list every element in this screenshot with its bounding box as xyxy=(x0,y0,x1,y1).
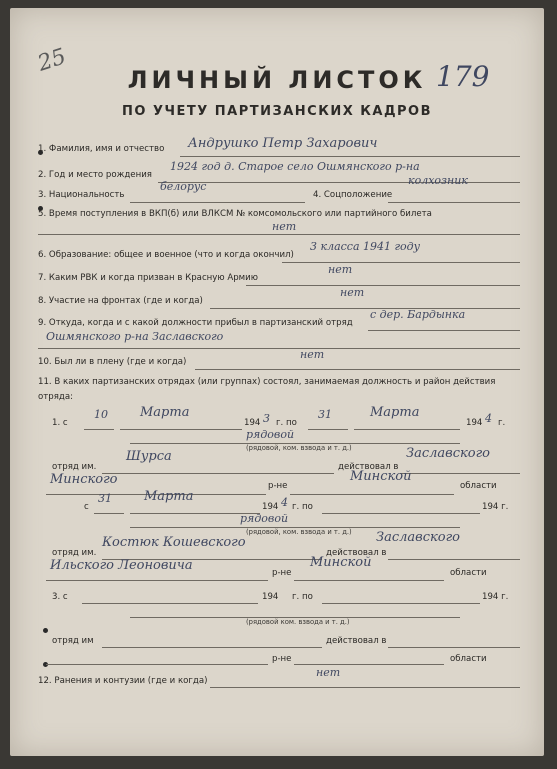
entry-2-otryad-label: отряд им. xyxy=(52,548,97,558)
field-9-value: с дер. Бардынка xyxy=(370,308,466,321)
field-1-label: 1. Фамилия, имя и отчество xyxy=(38,144,165,154)
entry-1-dejstv-label: действовал в xyxy=(338,462,399,472)
field-2-label: 2. Год и место рождения xyxy=(38,170,152,180)
entry-2-role-hint: (рядовой, ком. взвода и т. д.) xyxy=(246,528,352,536)
entry-3-dejstv-label: действовал в xyxy=(326,636,387,646)
field-9-label: 9. Откуда, когда и с какой должности прибыл в партизанский отряд xyxy=(38,318,353,328)
entry-1-oblast-value: Минского xyxy=(50,472,118,487)
field-11-label: 11. В каких партизанских отрядах (или группах) состоял, занимаемая должность и район действия xyxy=(38,377,496,387)
entry-1-to-month: Марта xyxy=(370,405,420,420)
field-6-value: 3 класса 1941 году xyxy=(310,240,421,253)
entry-2-role: рядовой xyxy=(240,512,289,525)
document-page xyxy=(10,8,544,756)
field-6-label: 6. Образование: общее и военное (что и когда окончил) xyxy=(38,250,294,260)
entry-1-rn-label: р-не xyxy=(268,481,288,491)
entry-3-number: 3. с xyxy=(52,592,68,602)
field-9-value-2: Ошмянского р-на Заславского xyxy=(46,330,224,343)
entry-2-year-from: 4 xyxy=(281,496,288,509)
field-5-label: 5. Время поступления в ВКП(б) или ВЛКСМ № комсомольского или партийного билета xyxy=(38,209,432,219)
entry-1-year-to: 4 xyxy=(485,412,492,425)
field-7-value: нет xyxy=(328,263,353,276)
entry-1-dejstv: Заславского xyxy=(406,446,490,461)
entry-1-year-prefix: 194 xyxy=(244,418,261,428)
entry-2-year-prefix: 194 xyxy=(262,502,279,512)
page-subtitle: ПО УЧЕТУ ПАРТИЗАНСКИХ КАДРОВ xyxy=(121,104,433,119)
entry-1-year-to-prefix: 194 xyxy=(466,418,483,428)
field-8-label: 8. Участие на фронтах (где и когда) xyxy=(38,296,203,306)
entry-3-year-suffix: 194 г. xyxy=(482,592,509,602)
field-3-label: 3. Национальность xyxy=(38,190,125,200)
entry-3-otryad-label: отряд им xyxy=(52,636,94,646)
field-7-label: 7. Каким РВК и когда призван в Красную Армию xyxy=(38,273,258,283)
entry-1-to-word: г. по xyxy=(276,418,297,428)
entry-2-dejstv: Заславского xyxy=(376,530,460,545)
field-12-label: 12. Ранения и контузии (где и когда) xyxy=(38,676,208,686)
entry-1-to-day: 31 xyxy=(318,408,332,421)
entry-1-from-month: Марта xyxy=(140,405,190,420)
entry-3-to-word: г. по xyxy=(292,592,313,602)
entry-1-role-hint: (рядовой, ком. взвода и т. д.) xyxy=(246,444,352,452)
entry-1-otryad: Шурса xyxy=(126,449,172,464)
entry-1-number: 1. с xyxy=(52,418,68,428)
field-8-value: нет xyxy=(340,286,365,299)
entry-2-dejstv-label: действовал в xyxy=(326,548,387,558)
entry-1-role: рядовой xyxy=(246,428,295,441)
entry-1-obl-label: области xyxy=(460,481,497,491)
entry-1-year-suffix: г. xyxy=(498,418,506,428)
field-10-label: 10. Был ли в плену (где и когда) xyxy=(38,357,187,367)
entry-2-otryad: Костюк Кошевского xyxy=(102,535,246,550)
entry-3-role-hint: (рядовой ком. взвода и т. д.) xyxy=(246,618,350,626)
field-3-value: белорус xyxy=(160,180,207,193)
field-5-value: нет xyxy=(272,220,297,233)
entry-2-to-word: г. по xyxy=(292,502,313,512)
field-4-value: колхозник xyxy=(408,174,468,187)
page-title: ЛИЧНЫЙ ЛИСТОК xyxy=(127,66,427,94)
field-2-value: 1924 год д. Старое село Ошмянского р-на xyxy=(170,160,420,173)
sheet-number: 179 xyxy=(436,60,490,93)
entry-2-year-suffix: 194 г. xyxy=(482,502,509,512)
field-11-label-2: отряда: xyxy=(38,392,73,402)
field-12-value: нет xyxy=(316,666,341,679)
entry-1-rn-value: Минской xyxy=(350,469,412,484)
entry-3-rn-label: р-не xyxy=(272,654,292,664)
entry-1-from-day: 10 xyxy=(94,408,108,421)
entry-3-obl-label: области xyxy=(450,654,487,664)
entry-2-rn-value: Минской xyxy=(310,555,372,570)
entry-1-year-from: 3 xyxy=(263,412,270,425)
punch-hole xyxy=(43,628,48,633)
entry-1-otryad-label: отряд им. xyxy=(52,462,97,472)
pencil-number: 25 xyxy=(34,44,70,77)
entry-2-obl-label: области xyxy=(450,568,487,578)
entry-2-number: с xyxy=(84,502,89,512)
field-1-value: Андрушко Петр Захарович xyxy=(188,136,378,151)
field-4-label: 4. Соцположение xyxy=(313,190,393,200)
field-10-value: нет xyxy=(300,348,325,361)
entry-2-oblast-value: Ильского Леоновича xyxy=(50,558,193,573)
entry-2-from-day: 31 xyxy=(98,492,112,505)
entry-2-from-month: Марта xyxy=(144,489,194,504)
entry-3-year-prefix: 194 xyxy=(262,592,279,602)
entry-2-rn-label: р-не xyxy=(272,568,292,578)
